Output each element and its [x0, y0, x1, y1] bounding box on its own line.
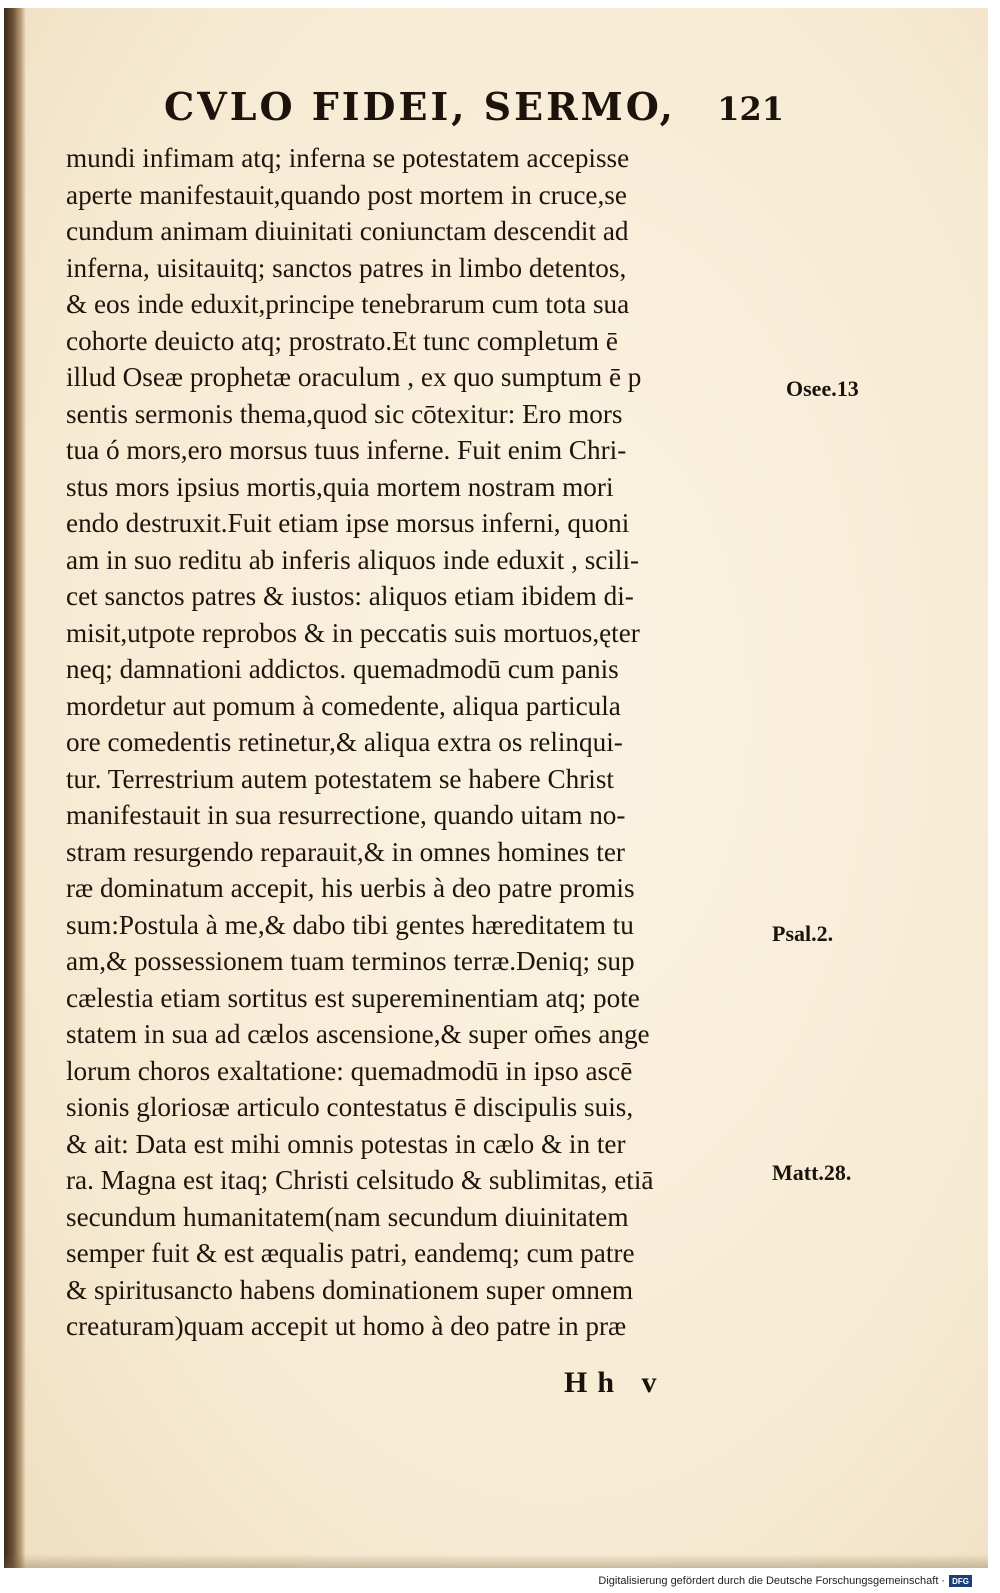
running-head [164, 84, 784, 134]
text-line: secundum humanitatem(nam secundum diuinitatem [66, 1201, 629, 1232]
text-line: cohorte deuicto atq; prostrato.Et tunc completum ē [66, 325, 618, 356]
text-line: tua ó mors,ero morsus tuus inferne. Fuit enim Chri- [66, 435, 627, 465]
text-line: misit,utpote reprobos & in peccatis suis mortuos,ęter [66, 617, 640, 648]
text-line: lorum choros exaltatione: quemadmodū in ipso ascē [66, 1055, 633, 1086]
text-line: cundum animam diuinitati coniunctam descendit ad [66, 216, 629, 246]
page-scan [4, 8, 988, 1568]
text-line: tur. Terrestrium autem potestatem se habere Christ [66, 763, 614, 794]
dfg-logo-icon: DFG [949, 1575, 972, 1587]
text-line: sentis sermonis thema,quod sic cōtexitur: Ero mors [66, 398, 623, 429]
margin-note-matthew: Matt.28. [772, 1160, 852, 1185]
text-line: sionis gloriosæ articulo contestatus ē discipulis suis, [66, 1092, 634, 1122]
text-line: neq; damnationi addictos. quemadmodū cum panis [66, 654, 619, 684]
text-line: ore comedentis retinetur,& aliqua extra os relinqui- [66, 727, 623, 757]
digitization-credit [598, 1575, 972, 1587]
text-line: stram resurgendo reparauit,& in omnes homines ter [66, 836, 625, 867]
running-title: CVLO FIDEI, SERMO, [164, 84, 676, 129]
text-line: aperte manifestauit,quando post mortem in cruce,se [66, 179, 627, 210]
text-line: stus mors ipsius mortis,quia mortem nostram mori [66, 471, 614, 502]
text-line: statem in sua ad cælos ascensione,& super om̄es ange [66, 1019, 650, 1049]
credit-text: Digitalisierung gefördert durch die Deutsche Forschungsgemeinschaft · [598, 1575, 946, 1587]
text-line: am in suo reditu ab inferis aliquos inde eduxit , scili- [66, 544, 640, 575]
text-line: cet sanctos patres & iustos: aliquos etiam ibidem di- [66, 581, 634, 611]
text-line: illud Oseæ prophetæ oraculum , ex quo sumptum ē p [66, 362, 642, 392]
text-line: am,& possessionem tuam terminos terræ.Deniq; sup [66, 946, 635, 976]
text-line: semper fuit & est æqualis patri, eandemq; cum patre [66, 1238, 635, 1268]
text-line: mundi infimam atq; inferna se potestatem accepisse [66, 143, 630, 173]
text-line: & ait: Data est mihi omnis potestas in cælo & in ter [66, 1128, 626, 1159]
text-line: mordetur aut pomum à comedente, aliqua particula [66, 690, 621, 721]
margin-note-osee: Osee.13 [786, 376, 859, 401]
text-line: manifestauit in sua resurrectione, quando uitam no- [66, 800, 626, 830]
text-line: ræ dominatum accepit, his uerbis à deo patre promis [66, 873, 635, 903]
binding-edge [4, 8, 26, 1568]
text-line: ra. Magna est itaq; Christi celsitudo & sublimitas, etiā [66, 1165, 654, 1195]
signature-mark: Hh v [564, 1366, 667, 1399]
text-line: & spiritusancto habens dominationem super omnem [66, 1274, 634, 1305]
text-line: endo destruxit.Fuit etiam ipse morsus inferni, quoni [66, 508, 630, 538]
text-line: cælestia etiam sortitus est supereminentiam atq; pote [66, 982, 640, 1013]
margin-note-psalm: Psal.2. [772, 921, 834, 946]
text-line: sum:Postula à me,& dabo tibi gentes hæreditatem tu [66, 909, 634, 940]
body-text [66, 140, 776, 1345]
page-bottom-shadow [4, 1554, 988, 1568]
text-line: inferna, uisitauitq; sanctos patres in limbo detentos, [66, 252, 627, 283]
text-line: & eos inde eduxit,principe tenebrarum cum tota sua [66, 289, 630, 319]
folio-number: 121 [717, 90, 784, 128]
text-line: creaturam)quam accepit ut homo à deo patre in præ [66, 1311, 627, 1341]
